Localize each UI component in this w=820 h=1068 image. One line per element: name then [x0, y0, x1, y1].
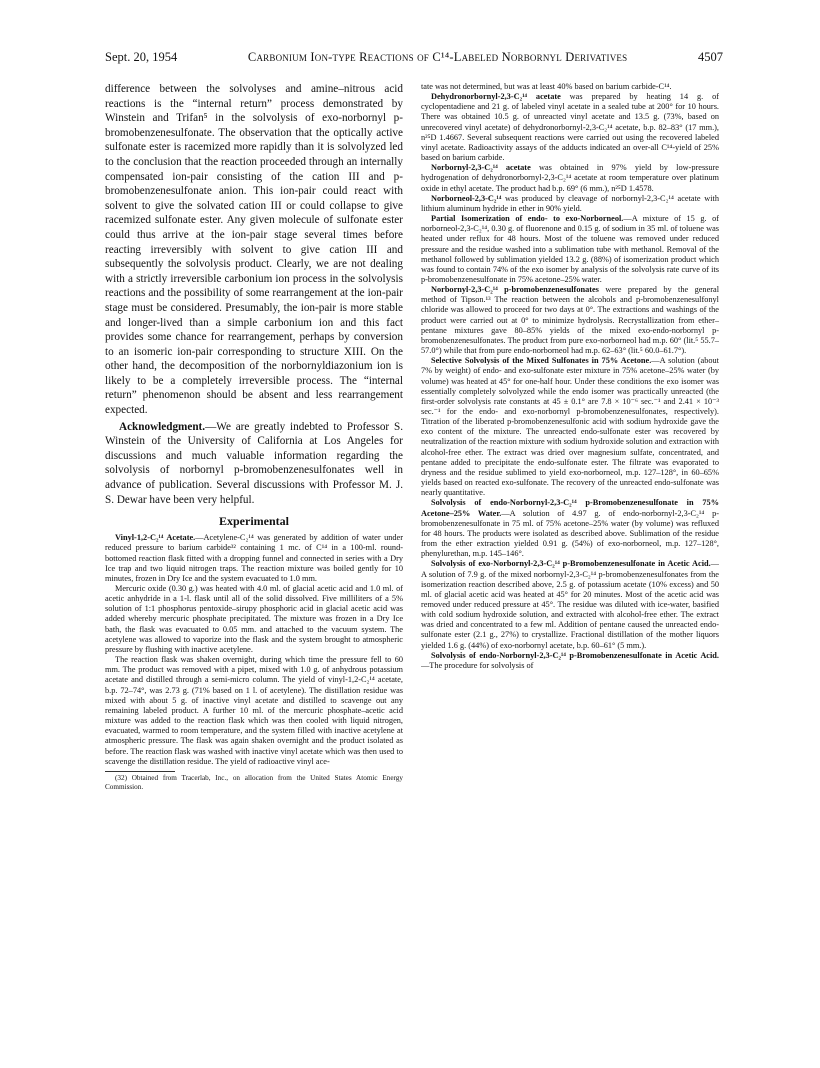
paragraph-body: tate was not determined, but was at least 40% based on barium carbide-C¹⁴.	[421, 82, 672, 91]
paragraph	[421, 285, 719, 356]
paragraph-body: —A mixture of 15 g. of norborneol-2,3-C₂¹⁴, 0.30 g. of fluorenone and 0.15 g. of sodium in 35 ml. of toluene was heated under reflux for 48 hours. Most of the toluene was removed under reduced pressure and the residue washed into a sublimation tube with methanol. Removal of the methanol followed by sublimation yielded 13.2 g. (88%) of isomerization product which was found to contain 74% of the exo isomer by analysis of the solvolysis rate curve of its p-bromobenzenesulfonate in 75% acetone–25% water.	[421, 214, 719, 284]
page-number: 4507	[698, 50, 723, 64]
journal-page	[105, 50, 723, 1050]
paragraph-body: The reaction flask was shaken overnight, during which time the pressure fell to 60 mm. The product was removed with a pipet, mixed with 1.0 g. of anhydrous potassium acetate and distilled through a semi-micro column. The yield of vinyl-1,2-C₂¹⁴ acetate, b.p. 72–74°, was 2.73 g. (71% based on 1 l. of acetylene). The distillation residue was mixed with about 5 g. of inactive vinyl acetate and distilled to scavenge out any remaining labeled product. A further 10 ml. of the mercuric phosphate–acetic acid mixture was added to the reaction flask which was then cooled with liquid nitrogen, evacuated, warmed to room temperature, and the system filled with inactive acetylene at atmospheric pressure. The flask was again shaken overnight and the product isolated as before. The reaction flask was washed with inactive vinyl acetate which was then used to scavenge the distillation residue. The yield of radioactive vinyl ace-	[105, 655, 403, 766]
paragraph-heading: Selective Solvolysis of the Mixed Sulfonates in 75% Acetone.	[431, 356, 652, 366]
paragraph	[421, 498, 719, 559]
paragraph-body: —The procedure for solvolysis of	[421, 660, 534, 670]
paragraph	[105, 655, 403, 767]
paragraph	[421, 163, 719, 193]
paragraph-body: —Acetylene-C₂¹⁴ was generated by addition of water under reduced pressure to barium carbide³² containing 1 mc. of C¹⁴ in a 100-ml. round-bottomed reaction flask fitted with a dropping funnel and connected in series with a Dry Ice trap and two liquid nitrogen traps. The reaction mixture was boiled gently for 10 minutes, frozen in Dry Ice and the system evacuated to 1.0 mm.	[105, 533, 403, 583]
acknowledgment-heading: Acknowledgment.	[119, 420, 206, 433]
paragraph-body: was produced by cleavage of norbornyl-2,3-C₂¹⁴ acetate with lithium aluminum hydride in ether in 90% yield.	[421, 193, 719, 213]
paragraph	[421, 559, 719, 650]
acknowledgment-body: —We are greatly indebted to Professor S. Winstein of the University of California at Los Angeles for discussions and much valuable information regarding the solvolysis of norbornyl p-bromobenzenesulfonates well in advance of publication. Several discussions with Professor M. J. S. Dewar have been very helpful.	[105, 420, 403, 506]
left-column	[105, 82, 403, 1037]
discussion-text	[105, 82, 403, 418]
paragraph-body: was prepared by heating 14 g. of cyclopentadiene and 21 g. of labeled vinyl acetate in a sealed tube at 200° for 10 hours. There was obtained 10.5 g. of unreacted vinyl acetate and 13.5 g. (73%, based on unrecovered vinyl acetate) of dehydronorbornyl-2,3-C₂¹⁴ acetate, b.p. 82–83° (17 mm.), n²⁵D 1.4667. Several subsequent reactions were carried out using the recovered labeled vinyl acetate. Radioactivity assays of the adducts indicated an over-all C¹⁴-yield of 25% based on barium carbide.	[421, 92, 719, 163]
experimental-heading: Experimental	[219, 514, 289, 529]
issue-date: Sept. 20, 1954	[105, 50, 178, 64]
discussion-paragraph: difference between the solvolyses and amine–nitrous acid reactions is the “internal return” process demonstrated by Winstein and Trifan⁵ in the solvolysis of exo-norbornyl p-bromobenzenesulfonate. The observation that the optically active sulfonate ester is racemized more rapidly than it is solvolyzed led to the conclusion that the reaction proceeded through an internally compensated ion-pair consisting of the cation III and p-bromobenzenesulfonate anion. This ion-pair could react with solvent to give the solvated cation III or could collapse to give racemized sulfonate ester. Any given molecule of sulfonate ester could thus arrive at the ion-pair stage several times before reacting irreversibly with solvent to give cation III and subsequently the solvolysis product. Clearly, we are not dealing with a strictly irreversible carbonium ion process in the solvolysis reactions and the possibility of some rearrangement at the ion-pair stage must be considered. Presumably, the ion-pair is more stable and longer-lived than a simple carbonium ion and this fact provides some chance for rearrangement, perhaps by conversion to an isomeric ion-pair corresponding to structure XIII. On the other hand, the decomposition of the norbornyldiazonium ion is likely to be a completely irreversible process. The “internal return” phenomenon should be absent and less rearrangement expected.	[105, 83, 403, 417]
paragraph	[105, 584, 403, 655]
paragraph	[421, 82, 719, 92]
acknowledgment	[105, 420, 403, 508]
paragraph	[105, 533, 403, 584]
right-column	[421, 82, 719, 1037]
paragraph-body: —A solution of 4.97 g. of endo-norbornyl-2,3-C₂¹⁴ p-bromobenzenesulfonate in 75 ml. of 75% acetone–25% water (by volume) was refluxed for 48 hours. The products were isolated as described above. Sublimation of the residue from the ether extraction yielded 0.91 g. (54%) of exo-norborneol, m.p. 127–128°, phenylurethan, m.p. 145–146°.	[421, 508, 719, 559]
paragraph	[421, 356, 719, 498]
running-head	[105, 50, 723, 68]
paragraph-body: were prepared by the general method of Tipson.¹³ The reaction between the alcohols and p-bromobenzenesulfonyl chloride was allowed to proceed for two days at 0°. The extractions and washings of the product were carried out at 0° to minimize hydrolysis. Recrystallization from ether–pentane mixtures gave 80–85% yields of the mixed exo-endo-norbornyl p-bromobenzenesulfonates. The product from pure exo-norborneol had m.p. 60° (lit.⁵ 55.7–57.0°) while that from pure endo-norborneol had m.p. 62–63° (lit.⁵ 60.0–61.7°).	[421, 285, 719, 356]
paragraph-body: Mercuric oxide (0.30 g.) was heated with 4.0 ml. of glacial acetic acid and 1.0 ml. of acetic anhydride in a 1-l. flask until all of the solid dissolved. Five milliliters of a 5% solution of 1:1 phosphorus pentoxide–sirupy phosphoric acid in glacial acetic acid was added whereby mercuric phosphate precipitated. The mixture was frozen in a Dry Ice bath, the flask was evacuated to 0.05 mm. and attached to the vacuum system. The acetylene was allowed to vaporize into the flask and the system brought to atmospheric pressure by flushing with inactive acetylene.	[105, 584, 403, 654]
paragraph-heading: Norbornyl-2,3-C₂¹⁴ p-bromobenzenesulfonates	[431, 285, 599, 295]
footnote-divider	[105, 771, 175, 772]
paragraph-heading: Vinyl-1,2-C₂¹⁴ Acetate.	[115, 533, 196, 543]
paragraph-body: was obtained in 97% yield by low-pressure hydrogenation of dehydronorbornyl-2,3-C₂¹⁴ acetate at room temperature over platinum oxide in ethyl acetate. The product had b.p. 69° (6 mm.), n²⁵D 1.4578.	[421, 163, 719, 193]
paragraph-heading: Norborneol-2,3-C₂¹⁴	[431, 193, 502, 203]
paragraph-heading: Dehydronorbornyl-2,3-C₂¹⁴ acetate	[431, 92, 561, 102]
paragraph-heading: Partial Isomerization of endo- to exo-Norborneol.	[431, 214, 624, 224]
paragraph	[421, 214, 719, 285]
paragraph-heading: Solvolysis of endo-Norbornyl-2,3-C₂¹⁴ p-Bromobenzenesulfonate in 75% Acetone–25% Water.	[421, 498, 719, 518]
running-title: Carbonium Ion-type Reactions of C¹⁴-Labeled Norbornyl Derivatives	[247, 50, 628, 64]
paragraph	[421, 651, 719, 671]
paragraph-body: —A solution (about 7% by weight) of endo- and exo-sulfonate ester mixture in 75% acetone–25% water (by volume) was heated at 45° for one-half hour. Under these conditions the exo isomer was essentially completely solvolyzed while the endo isomer was practically unreacted (the first-order solvolysis rate constants at 45 ± 0.1° are 7.8 × 10⁻⁶ sec.⁻¹ and 2.41 × 10⁻³ sec.⁻¹ for the endo- and exo-norbornyl p-bromobenzenesulfonates, respectively). Titration of the liberated p-bromobenzenesulfonic acid with sodium hydroxide gave the exo content of the mixture. The unreacted endo-sulfonate ester was recovered by neutralization of the reaction mixture with sodium hydroxide solution and extraction with alcohol-free ether. The extract was dried over magnesium sulfate, concentrated, and pentane added to precipitate the endo-sulfonate ester. The filtrate was evaporated to dryness and the residue sublimed to yield exo-norborneol, m.p. 127–128°, in 60–65% yields based on reacted exo-sulfonate. The recovery of the unreacted endo-sulfonate was nearly quantitative.	[421, 356, 719, 498]
footnote: (32) Obtained from Tracerlab, Inc., on allocation from the United States Atomic Energy Commission.	[105, 773, 403, 791]
paragraph-heading: Solvolysis of endo-Norbornyl-2,3-C₂¹⁴ p-Bromobenzenesulfonate in Acetic Acid.	[431, 650, 719, 660]
paragraph	[421, 92, 719, 163]
paragraph-body: —A solution of 7.9 g. of the mixed norbornyl-2,3-C₂¹⁴ p-bromobenzenesulfonates from the isomerization reaction described above, 2.5 g. of potassium acetate (10% excess) and 50 ml. of glacial acetic acid was heated at 45° for 20 minutes. Most of the acetic acid was removed under reduced pressure at 45°. The residue was diluted with ice-water, basified with cold sodium hydroxide solution, and extracted with alcohol-free ether. The extract was dried and concentrated to a few ml. Addition of pentane caused the unreacted endo-sulfonate ester (2.1 g., 27%) to crystallize. Fractional distillation of the mother liquors yielded 1.6 g. (44%) of exo-norbornyl acetate, b.p. 60–61° (5 mm.).	[421, 559, 719, 650]
paragraph	[421, 194, 719, 214]
experimental-left	[105, 533, 403, 767]
paragraph-heading: Solvolysis of exo-Norbornyl-2,3-C₂¹⁴ p-Bromobenzenesulfonate in Acetic Acid.	[431, 559, 711, 569]
paragraph-heading: Norbornyl-2,3-C₂¹⁴ acetate	[431, 163, 531, 173]
